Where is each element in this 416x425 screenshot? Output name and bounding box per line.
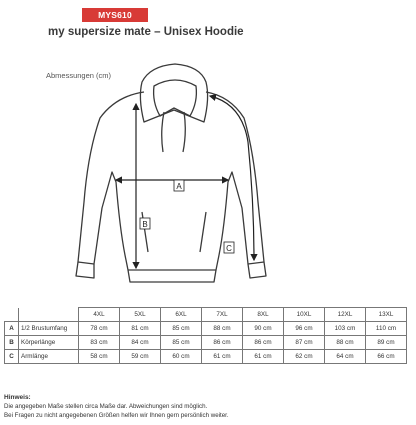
table-cell: 62 cm: [284, 350, 325, 364]
table-cell: 81 cm: [120, 322, 161, 336]
table-cell: 84 cm: [120, 336, 161, 350]
blank-cell: [5, 308, 19, 322]
product-code-badge: MYS610: [82, 8, 148, 22]
svg-text:B: B: [142, 220, 148, 229]
size-header: 4XL: [79, 308, 120, 322]
table-cell: 88 cm: [202, 322, 243, 336]
size-header: 12XL: [325, 308, 366, 322]
measurements-label: Abmessungen (cm): [46, 71, 112, 80]
size-header: 13XL: [366, 308, 407, 322]
blank-cell: [19, 308, 79, 322]
table-row: [5, 336, 407, 350]
table-cell: 78 cm: [79, 322, 120, 336]
row-key: A: [5, 322, 19, 336]
size-table: [4, 307, 407, 364]
row-label: Körperlänge: [19, 336, 79, 350]
product-title: my supersize mate – Unisex Hoodie: [48, 26, 244, 38]
table-cell: 66 cm: [366, 350, 407, 364]
table-cell: 96 cm: [284, 322, 325, 336]
table-cell: 103 cm: [325, 322, 366, 336]
table-row: [5, 322, 407, 336]
svg-text:A: A: [176, 182, 182, 191]
table-cell: 64 cm: [325, 350, 366, 364]
table-cell: 85 cm: [161, 322, 202, 336]
table-cell: 60 cm: [161, 350, 202, 364]
table-cell: 61 cm: [243, 350, 284, 364]
table-cell: 59 cm: [120, 350, 161, 364]
hoodie-outline: [76, 64, 266, 282]
size-header: 8XL: [243, 308, 284, 322]
size-header: 5XL: [120, 308, 161, 322]
label-a: [174, 180, 184, 191]
row-label: 1/2 Brustumfang: [19, 322, 79, 336]
note-line-2: Bei Fragen zu nicht angegebenen Größen helfen wir Ihnen gern persönlich weiter.: [4, 412, 229, 419]
hoodie-illustration: [60, 62, 350, 292]
size-header-row: [5, 308, 407, 322]
table-cell: 61 cm: [202, 350, 243, 364]
note-heading: Hinweis:: [4, 394, 31, 401]
row-label: Armlänge: [19, 350, 79, 364]
table-cell: 85 cm: [161, 336, 202, 350]
label-b: [140, 218, 150, 229]
row-key: B: [5, 336, 19, 350]
table-cell: 86 cm: [202, 336, 243, 350]
row-key: C: [5, 350, 19, 364]
table-cell: 87 cm: [284, 336, 325, 350]
table-row: [5, 350, 407, 364]
table-cell: 83 cm: [79, 336, 120, 350]
size-header: 7XL: [202, 308, 243, 322]
table-cell: 90 cm: [243, 322, 284, 336]
table-cell: 89 cm: [366, 336, 407, 350]
table-cell: 110 cm: [366, 322, 407, 336]
size-header: 10XL: [284, 308, 325, 322]
table-cell: 58 cm: [79, 350, 120, 364]
label-c: [224, 242, 234, 253]
size-header: 6XL: [161, 308, 202, 322]
table-cell: 88 cm: [325, 336, 366, 350]
svg-text:C: C: [226, 244, 232, 253]
table-cell: 86 cm: [243, 336, 284, 350]
note-line-1: Die angegeben Maße stellen circa Maße dar. Abweichungen sind möglich.: [4, 403, 208, 410]
